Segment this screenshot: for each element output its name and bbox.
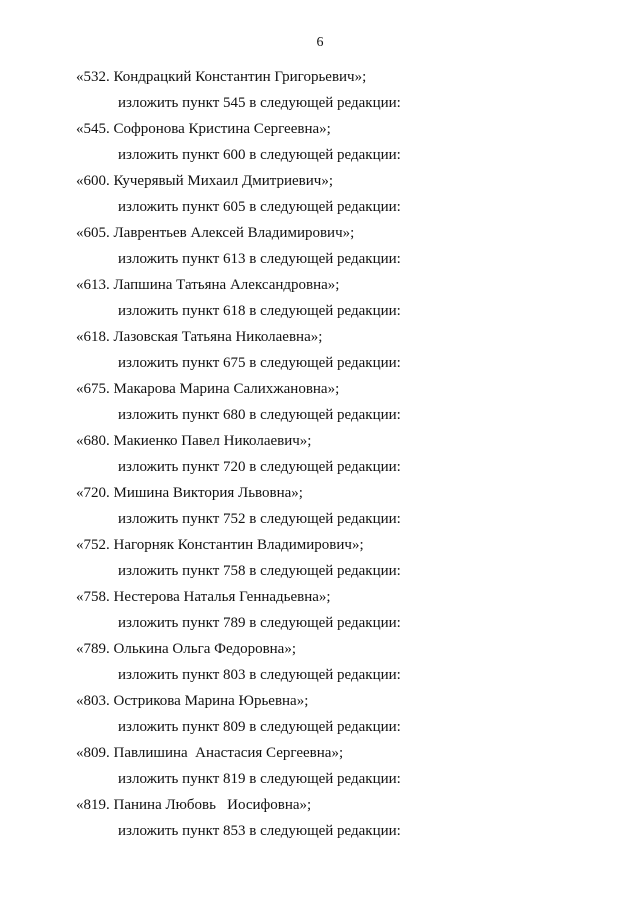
instruction-line: изложить пункт 789 в следующей редакции:: [118, 615, 401, 631]
instruction-line: изложить пункт 680 в следующей редакции:: [118, 407, 401, 423]
list-item: «789. Олькина Ольга Федоровна»;: [76, 641, 297, 657]
instruction-line: изложить пункт 853 в следующей редакции:: [118, 823, 401, 839]
instruction-line: изложить пункт 819 в следующей редакции:: [118, 771, 401, 787]
instruction-line: изложить пункт 675 в следующей редакции:: [118, 355, 401, 371]
instruction-line: изложить пункт 605 в следующей редакции:: [118, 199, 401, 215]
instruction-line: изложить пункт 600 в следующей редакции:: [118, 147, 401, 163]
list-item: «600. Кучерявый Михаил Дмитриевич»;: [76, 173, 333, 189]
list-item: «819. Панина Любовь Иосифовна»;: [76, 797, 312, 813]
instruction-line: изложить пункт 758 в следующей редакции:: [118, 563, 401, 579]
entries-list: [0, 64, 640, 844]
page-number: 6: [316, 35, 324, 50]
instruction-line: изложить пункт 720 в следующей редакции:: [118, 459, 401, 475]
list-item: «809. Павлишина Анастасия Сергеевна»;: [76, 745, 344, 761]
list-item: «675. Макарова Марина Салихжановна»;: [76, 381, 340, 397]
instruction-line: изложить пункт 752 в следующей редакции:: [118, 511, 401, 527]
instruction-line: изложить пункт 809 в следующей редакции:: [118, 719, 401, 735]
list-item: «545. Софронова Кристина Сергеевна»;: [76, 121, 331, 137]
instruction-line: изложить пункт 545 в следующей редакции:: [118, 95, 401, 111]
instruction-line: изложить пункт 613 в следующей редакции:: [118, 251, 401, 267]
list-item: «613. Лапшина Татьяна Александровна»;: [76, 277, 340, 293]
list-item: «618. Лазовская Татьяна Николаевна»;: [76, 329, 323, 345]
list-item: «532. Кондрацкий Константин Григорьевич»;: [76, 69, 367, 85]
list-item: «680. Макиенко Павел Николаевич»;: [76, 433, 312, 449]
instruction-line: изложить пункт 803 в следующей редакции:: [118, 667, 401, 683]
list-item: «758. Нестерова Наталья Геннадьевна»;: [76, 589, 331, 605]
list-item: «720. Мишина Виктория Львовна»;: [76, 485, 303, 501]
instruction-line: изложить пункт 618 в следующей редакции:: [118, 303, 401, 319]
list-item: «605. Лаврентьев Алексей Владимирович»;: [76, 225, 355, 241]
list-item: «752. Нагорняк Константин Владимирович»;: [76, 537, 364, 553]
list-item: «803. Острикова Марина Юрьевна»;: [76, 693, 309, 709]
